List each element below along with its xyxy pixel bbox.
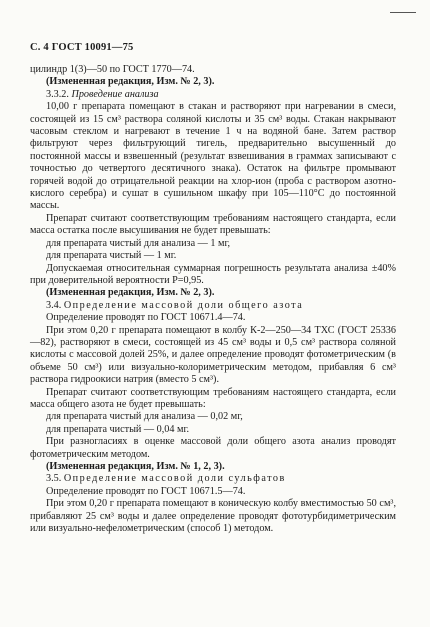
paragraph: (Измененная редакция, Изм. № 2, 3).	[46, 76, 215, 88]
section-number: 3.5.	[46, 473, 64, 485]
paragraph: (Измененная редакция, Изм. № 1, 2, 3).	[46, 461, 225, 472]
paragraph: цилиндр 1(3)—50 по ГОСТ 1770—74.	[30, 64, 195, 75]
section-number: 3.3.2.	[46, 88, 72, 100]
paragraph: для препарата чистый для анализа — 0,02 мг,	[46, 411, 243, 423]
section-number: 3.4.	[46, 299, 64, 311]
paragraph: для препарата чистый — 1 мг.	[46, 250, 177, 262]
paragraph: для препарата чистый — 0,04 мг.	[46, 423, 190, 435]
paragraph	[30, 89, 396, 101]
paragraph: При разногласиях в оценке массовой доли общего азота анализ проводят фотометрическим методом.	[30, 436, 396, 460]
paragraph: Препарат считают соответствующим требованиям настоящего стандарта, если масса остатка после высушивания не будет превышать:	[30, 212, 396, 237]
paragraph: При этом 0,20 г препарата помещают в колбу К-2—250—34 ТХС (ГОСТ 25336—82), растворяют в смеси, состоящей из 45 см³ воды и 0,5 см³ раствора соляной кислоты с массовой долей 25%, и далее определение проводят фотометрическим (в объеме 50 см³) или визуально-колориметрическим методом, прибавляя 6 см³ раствора гидроокиси натрия (вместо 5 см³).	[30, 324, 396, 386]
paragraph: 10,00 г препарата помещают в стакан и растворяют при нагревании в смеси, состоящей из 15 см³ раствора соляной кислоты и 35 см³ воды. Стакан накрывают часовым стеклом и нагревают в течение 1 ч на водяной бане. Затем раствор фильтруют через фильтрующий тигель, предварительно высушенный до постоянной массы и взвешенный (результат взвешивания в граммах записывают с точностью до четвертого десятичного знака). Остаток на фильтре промывают горячей водой до отрицательной реакции на хлор-ион (проба с раствором азотно-кислого серебра) и сушат в сушильном шкафу при 105—110°С до постоянной массы.	[30, 101, 396, 212]
paragraph: Допускаемая относительная суммарная погрешность результата анализа ±40% при доверительной вероятности Р=0,95.	[30, 262, 396, 286]
page-header: С. 4 ГОСТ 10091—75	[30, 42, 134, 53]
paragraph: Определение проводят по ГОСТ 10671.4—74.	[46, 312, 246, 324]
paragraph	[30, 473, 396, 485]
paragraph: При этом 0,20 г препарата помещают в коническую колбу вместимостью 50 см³, прибавляют 25 см³ воды и далее определение проводят фототурбидиметрическим или визуально-нефелометрическим (способ 1) методом.	[30, 498, 396, 535]
section-heading: Определение массовой доли сульфатов	[63, 473, 286, 485]
subsection-heading: Проведение анализа	[71, 88, 159, 100]
paragraph: Определение проводят по ГОСТ 10671.5—74.	[46, 485, 246, 497]
paragraph: (Измененная редакция, Изм. № 2, 3).	[46, 287, 215, 299]
paragraph: для препарата чистый для анализа — 1 мг,	[46, 237, 231, 249]
paragraph	[30, 300, 396, 312]
document-body	[30, 64, 396, 535]
top-rule	[390, 12, 416, 13]
paragraph: Препарат считают соответствующим требованиям настоящего стандарта, если масса общего азота не будет превышать:	[30, 386, 396, 410]
section-heading: Определение массовой доли общего азота	[63, 299, 304, 311]
